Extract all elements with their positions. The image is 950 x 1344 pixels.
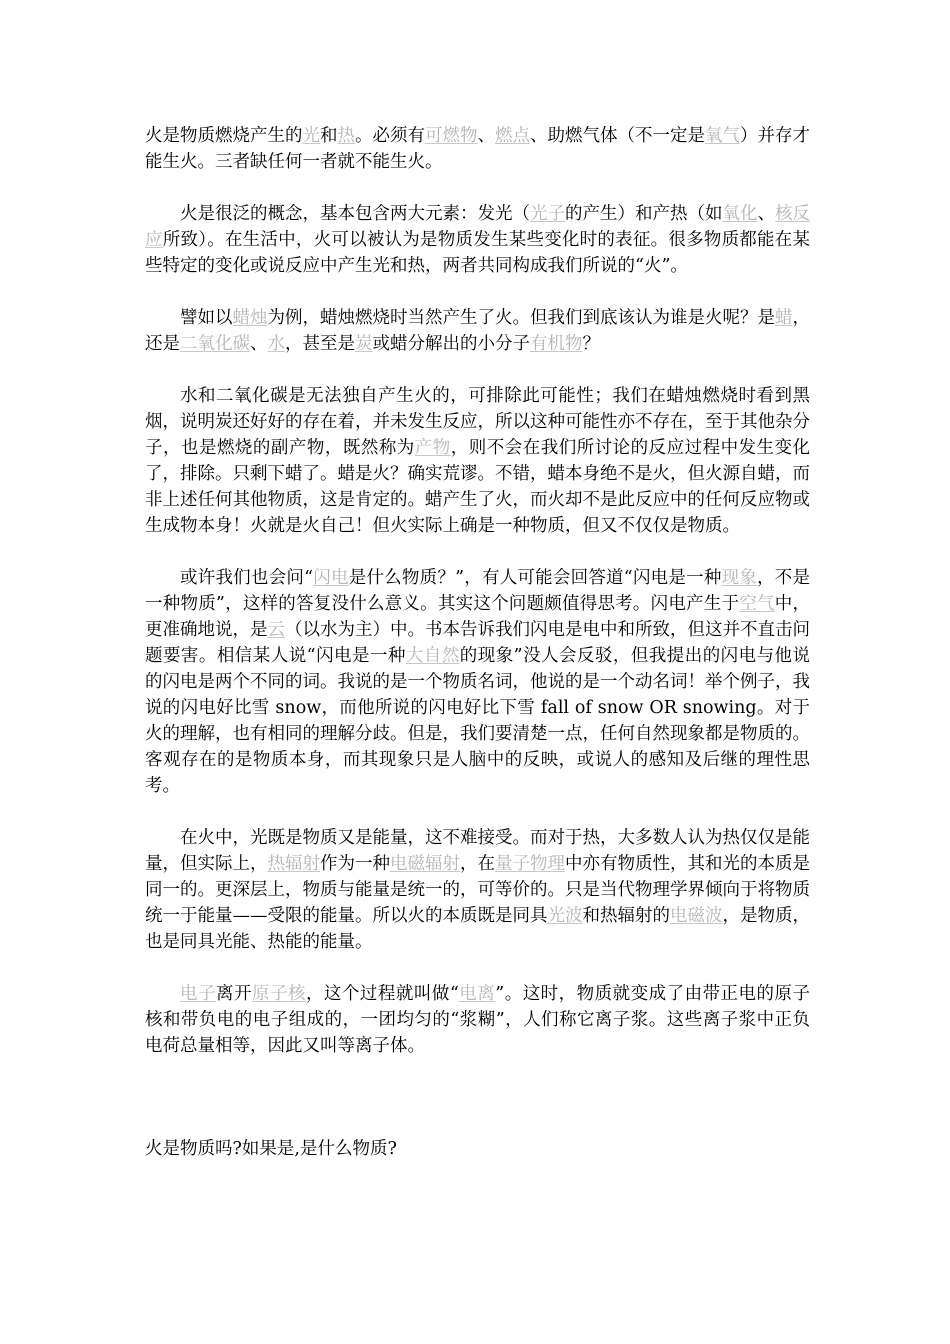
paragraph-text: ，这个过程就叫做“ — [305, 984, 459, 1004]
term-link[interactable]: 水 — [267, 334, 285, 354]
paragraph-text: 的现象”没人会反驳，但我提出的闪电与他说的闪电是两个不同的词。我说的是一个物质名词，他说的是一个动名词！举个例子，我说的闪电好比雪 snow，而他所说的闪电好比下雪 fall of snow OR snowing。对于火的理解，也有相同的理解分歧。但是，我们要清楚一点，任何自然现象都是物质的。客观存在的是物质本身，而其现象只是人脑中的反映，或说人的感知及后继的理性思考。 — [145, 646, 811, 796]
paragraph-text: 中，更准确地说，是 — [145, 594, 811, 640]
paragraph-text: ）并存才能生火。三者缺任何一者就不能生火。 — [145, 126, 810, 172]
paragraph-text: 或许我们也会问“ — [180, 568, 314, 588]
term-link[interactable]: 电子 — [180, 984, 216, 1004]
paragraph-text: 、 — [250, 334, 268, 354]
paragraph-text: ？ — [582, 334, 600, 354]
term-link[interactable]: 二氧化碳 — [180, 334, 250, 354]
term-link[interactable]: 大自然 — [405, 646, 460, 666]
paragraph-text: 所致）。在生活中，火可以被认为是物质发生某些变化时的表征。很多物质都能在某些特定的变化或说反应中产生光和热，两者共同构成我们所说的“火”。 — [145, 230, 811, 276]
term-link[interactable]: 氧气 — [705, 126, 740, 146]
term-link[interactable]: 热 — [337, 126, 355, 146]
paragraph-text: 火是物质燃烧产生的 — [145, 126, 303, 146]
closing-question: 火是物质吗?如果是,是什么物质? — [145, 1139, 397, 1159]
paragraph-text: ”。这时，物质就变成了由带正电的原子核和带负电的电子组成的，一团均匀的“浆糊”，人们称它离子浆。这些离子浆中正负电荷总量相等，因此又叫等离子体。 — [145, 984, 811, 1056]
paragraph-text: 中亦有物质性，其和光的本质是同一的。更深层上，物质与能量是统一的，可等价的。只是当代物理学界倾向于将物质统一于能量——受限的能量。所以火的本质既是同具 — [145, 854, 810, 926]
term-link[interactable]: 空气 — [739, 594, 775, 614]
paragraph — [145, 201, 810, 279]
document-body — [145, 123, 810, 1180]
paragraph-text: 、助燃气体（不一定是 — [530, 126, 705, 146]
term-link[interactable]: 云 — [267, 620, 285, 640]
paragraph-text: 是什么物质？”，有人可能会回答道“闪电是一种 — [348, 568, 722, 588]
term-link[interactable]: 光子 — [530, 204, 565, 224]
term-link[interactable]: 产物 — [414, 438, 451, 458]
term-link[interactable]: 可燃物 — [425, 126, 478, 146]
term-link[interactable]: 有机物 — [530, 334, 583, 354]
term-link[interactable]: 蜡烛 — [232, 308, 268, 328]
paragraph-text: 譬如以 — [180, 308, 233, 328]
paragraph-text: ，不是一种物质”，这样的答复没什么意义。其实这个问题颇值得思考。闪电产生于 — [145, 568, 810, 614]
paragraph — [145, 981, 810, 1059]
paragraph-text: ，在 — [460, 854, 495, 874]
paragraph-text: 火是很泛的概念，基本包含两大元素：发光（ — [180, 204, 530, 224]
paragraph-text: 作为一种 — [320, 854, 390, 874]
term-link[interactable]: 燃点 — [495, 126, 530, 146]
paragraph-text: 、 — [477, 126, 495, 146]
paragraph-text: 在火中，光既是物质又是能量，这不难接受。而对于热，大多数人认为热仅仅是能量，但实际上， — [145, 828, 810, 874]
term-link[interactable]: 电离 — [458, 984, 496, 1004]
term-link[interactable]: 闪电 — [313, 568, 349, 588]
paragraph-text: 和热辐射的 — [582, 906, 670, 926]
term-link[interactable]: 光 — [302, 126, 320, 146]
paragraph — [145, 383, 810, 539]
paragraph-text: 或蜡分解出的小分子 — [372, 334, 530, 354]
paragraph-text: 、 — [757, 204, 775, 224]
paragraph-text: 水和二氧化碳是无法独自产生火的，可排除此可能性；我们在蜡烛燃烧时看到黑烟，说明炭还好好的存在着，并未发生反应，所以这种可能性亦不存在，至于其他杂分子，也是燃烧的副产物，既然称为 — [145, 386, 810, 458]
paragraph — [145, 825, 810, 955]
term-link[interactable]: 核反应 — [145, 204, 810, 250]
term-link[interactable]: 电磁辐射 — [390, 854, 460, 874]
paragraph-text: ，则不会在我们所讨论的反应过程中发生变化了，排除。只剩下蜡了。蜡是火？确实荒谬。不错，蜡本身绝不是火，但火源自蜡，而非上述任何其他物质，这是肯定的。蜡产生了火，而火却不是此反应中的任何反应物或生成物本身！火就是火自己！但火实际上确是一种物质，但又不仅仅是物质。 — [145, 438, 811, 536]
paragraph — [145, 565, 810, 799]
paragraph-list — [145, 123, 810, 1059]
term-link[interactable]: 电磁波 — [670, 906, 723, 926]
term-link[interactable]: 炭 — [355, 334, 373, 354]
term-link[interactable]: 热辐射 — [267, 854, 320, 874]
paragraph-text: ，还是 — [145, 308, 810, 354]
term-link[interactable]: 现象 — [721, 568, 758, 588]
term-link[interactable]: 量子物理 — [495, 854, 565, 874]
paragraph-text: 的产生）和产热（如 — [565, 204, 723, 224]
paragraph — [145, 123, 810, 175]
paragraph-text: 和 — [320, 126, 338, 146]
paragraph-text: ，是物质，也是同具光能、热能的能量。 — [145, 906, 810, 952]
term-link[interactable]: 原子核 — [251, 984, 306, 1004]
term-link[interactable]: 氧化 — [722, 204, 758, 224]
term-link[interactable]: 光波 — [547, 906, 583, 926]
paragraph-text: （以水为主）中。书本告诉我们闪电是电中和所致，但这并不直击问题要害。相信某人说“闪电是一种 — [145, 620, 810, 666]
term-link[interactable]: 蜡 — [775, 308, 793, 328]
paragraph-text: ，甚至是 — [285, 334, 355, 354]
paragraph-text: 。必须有 — [355, 126, 425, 146]
paragraph-text: 为例，蜡烛燃烧时当然产生了火。但我们到底该认为谁是火呢？是 — [267, 308, 775, 328]
paragraph — [145, 305, 810, 357]
paragraph-text: 离开 — [215, 984, 252, 1004]
